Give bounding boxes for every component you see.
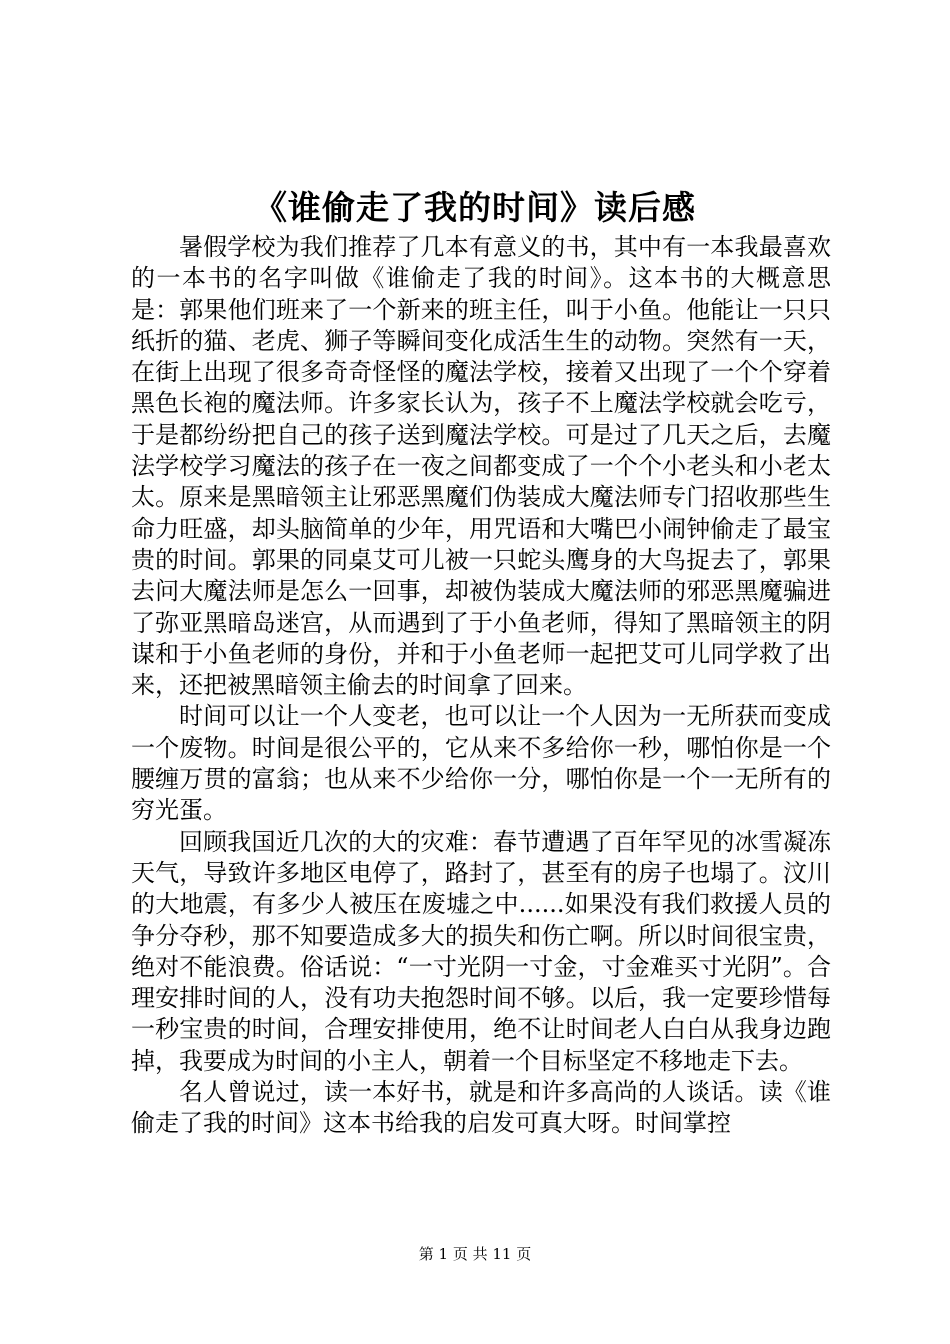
document-body — [131, 232, 831, 1140]
paragraph: 时间可以让一个人变老，也可以让一个人因为一无所获而变成一个废物。时间是很公平的，它从来不多给你一秒，哪怕你是一个腰缠万贯的富翁；也从来不少给你一分，哪怕你是一个一无所有的穷光蛋。 — [131, 702, 831, 825]
paragraph: 暑假学校为我们推荐了几本有意义的书，其中有一本我最喜欢的一本书的名字叫做《谁偷走了我的时间》。这本书的大概意思是：郭果他们班来了一个新来的班主任，叫于小鱼。他能让一只只纸折的猫、老虎、狮子等瞬间变化成活生生的动物。突然有一天，在街上出现了很多奇奇怪怪的魔法学校，接着又出现了一个个穿着黑色长袍的魔法师。许多家长认为，孩子不上魔法学校就会吃亏，于是都纷纷把自己的孩子送到魔法学校。可是过了几天之后，去魔法学校学习魔法的孩子在一夜之间都变成了一个个小老头和小老太太。原来是黑暗领主让邪恶黑魔们伪装成大魔法师专门招收那些生命力旺盛，却头脑简单的少年，用咒语和大嘴巴小闹钟偷走了最宝贵的时间。郭果的同桌艾可儿被一只蛇头鹰身的大鸟捉去了，郭果去问大魔法师是怎么一回事，却被伪装成大魔法师的邪恶黑魔骗进了弥亚黑暗岛迷宫，从而遇到了于小鱼老师，得知了黑暗领主的阴谋和于小鱼老师的身份，并和于小鱼老师一起把艾可儿同学救了出来，还把被黑暗领主偷去的时间拿了回来。 — [131, 233, 831, 700]
document-title: 《谁偷走了我的时间》读后感 — [254, 188, 696, 227]
page-footer: 第 1 页 共 11 页 — [418, 1245, 532, 1263]
paragraph: 回顾我国近几次的大的灾难：春节遭遇了百年罕见的冰雪凝冻天气，导致许多地区电停了，路封了，甚至有的房子也塌了。汶川的大地震，有多少人被压在废墟之中......如果没有我们救援人员的争分夺秒，那不知要造成多大的损失和伤亡啊。所以时间很宝贵，绝对不能浪费。俗话说：“一寸光阴一寸金，寸金难买寸光阴”。合理安排时间的人，没有功夫抱怨时间不够。以后，我一定要珍惜每一秒宝贵的时间，合理安排使用，绝不让时间老人白白从我身边跑掉，我要成为时间的小主人，朝着一个目标坚定不移地走下去。 — [131, 827, 831, 1075]
paragraph: 名人曾说过，读一本好书，就是和许多高尚的人谈话。读《谁偷走了我的时间》这本书给我的启发可真大呀。时间掌控 — [131, 1078, 831, 1138]
